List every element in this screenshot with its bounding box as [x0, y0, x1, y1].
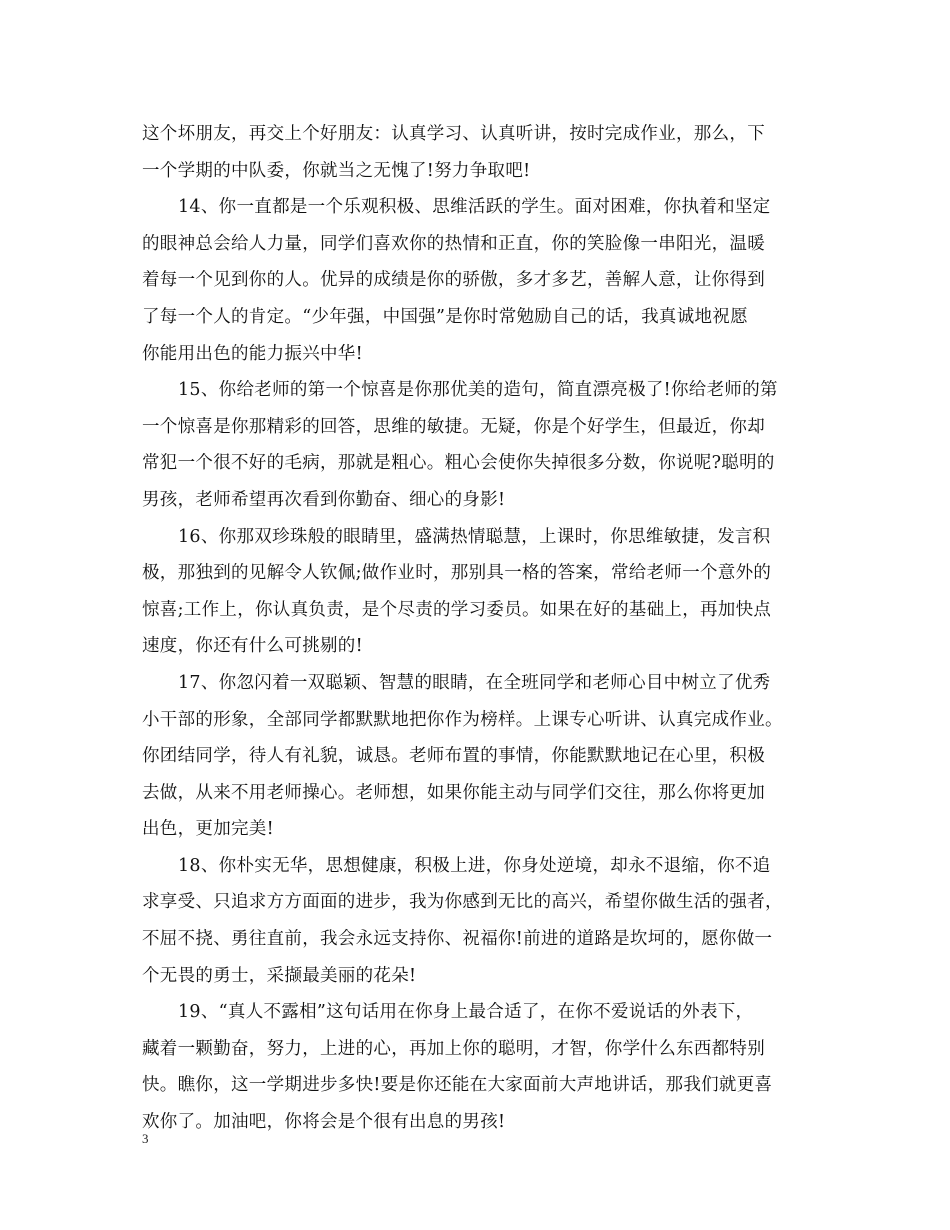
- paragraph-start-18: 18、你朴实无华，思想健康，积极上进，你身处逆境，却永不退缩，你不追: [178, 855, 771, 876]
- text-line: 去做，从来不用老师操心。老师想，如果你能主动与同学们交往，那么你将更加: [142, 782, 765, 803]
- text-line: 着每一个见到你的人。优异的成绩是你的骄傲，多才多艺，善解人意，让你得到: [142, 270, 765, 291]
- text-line: 的眼神总会给人力量，同学们喜欢你的热情和正直，你的笑脸像一串阳光，温暖: [142, 233, 765, 254]
- text-line: 惊喜;工作上，你认真负责，是个尽责的学习委员。如果在好的基础上，再加快点: [142, 599, 772, 620]
- text-line: 藏着一颗勤奋，努力，上进的心，再加上你的聪明，才智，你学什么东西都特别: [142, 1038, 765, 1059]
- text-line: 了每一个人的肯定。“少年强，中国强”是你时常勉励自己的话，我真诚地祝愿: [142, 306, 748, 327]
- text-line: 你能用出色的能力振兴中华!: [142, 343, 363, 364]
- document-body: [142, 116, 822, 1141]
- text-line: 快。瞧你，这一学期进步多快!要是你还能在大家面前大声地讲话，那我们就更喜: [142, 1075, 773, 1096]
- text-line: 不屈不挠、勇往直前，我会永远支持你、祝福你!前进的道路是坎坷的，愿你做一: [142, 929, 773, 950]
- text-line: 男孩，老师希望再次看到你勤奋、细心的身影!: [142, 489, 506, 510]
- text-line: 个无畏的勇士，采撷最美丽的花朵!: [142, 965, 417, 986]
- text-line: 出色，更加完美!: [142, 819, 274, 840]
- paragraph-start-16: 16、你那双珍珠般的眼睛里，盛满热情聪慧，上课时，你思维敏捷，发言积: [178, 526, 771, 547]
- paragraph-start-19: 19、“真人不露相”这句话用在你身上最合适了，在你不爱说话的外表下，: [178, 1002, 754, 1023]
- text-line: 你团结同学，待人有礼貌，诚恳。老师布置的事情，你能默默地记在心里，积极: [142, 746, 765, 767]
- text-line: 一个学期的中队委，你就当之无愧了!努力争取吧!: [142, 160, 531, 181]
- paragraph-start-15: 15、你给老师的第一个惊喜是你那优美的造句，简直漂亮极了!你给老师的第: [178, 380, 778, 401]
- paragraph-start-14: 14、你一直都是一个乐观积极、思维活跃的学生。面对困难，你执着和坚定: [178, 197, 771, 218]
- text-line: 这个坏朋友，再交上个好朋友：认真学习、认真听讲，按时完成作业，那么，下: [142, 124, 765, 144]
- text-line: 极，那独到的见解令人钦佩;做作业时，那别具一格的答案，常给老师一个意外的: [142, 563, 772, 584]
- paragraph-start-17: 17、你忽闪着一双聪颖、智慧的眼睛，在全班同学和老师心目中树立了优秀: [178, 672, 771, 693]
- text-line: 速度，你还有什么可挑剔的!: [142, 636, 363, 657]
- text-line: 小干部的形象，全部同学都默默地把你作为榜样。上课专心听讲、认真完成作业。: [142, 709, 783, 730]
- text-line: 一个惊喜是你那精彩的回答，思维的敏捷。无疑，你是个好学生，但最近，你却: [142, 416, 765, 437]
- page-number: 3: [142, 1131, 149, 1146]
- text-line: 欢你了。加油吧，你将会是个很有出息的男孩!: [142, 1112, 506, 1133]
- text-line: 常犯一个很不好的毛病，那就是粗心。粗心会使你失掉很多分数，你说呢?聪明的: [142, 453, 775, 474]
- text-line: 求享受、只追求方方面面的进步，我为你感到无比的高兴，希望你做生活的强者，: [142, 892, 783, 913]
